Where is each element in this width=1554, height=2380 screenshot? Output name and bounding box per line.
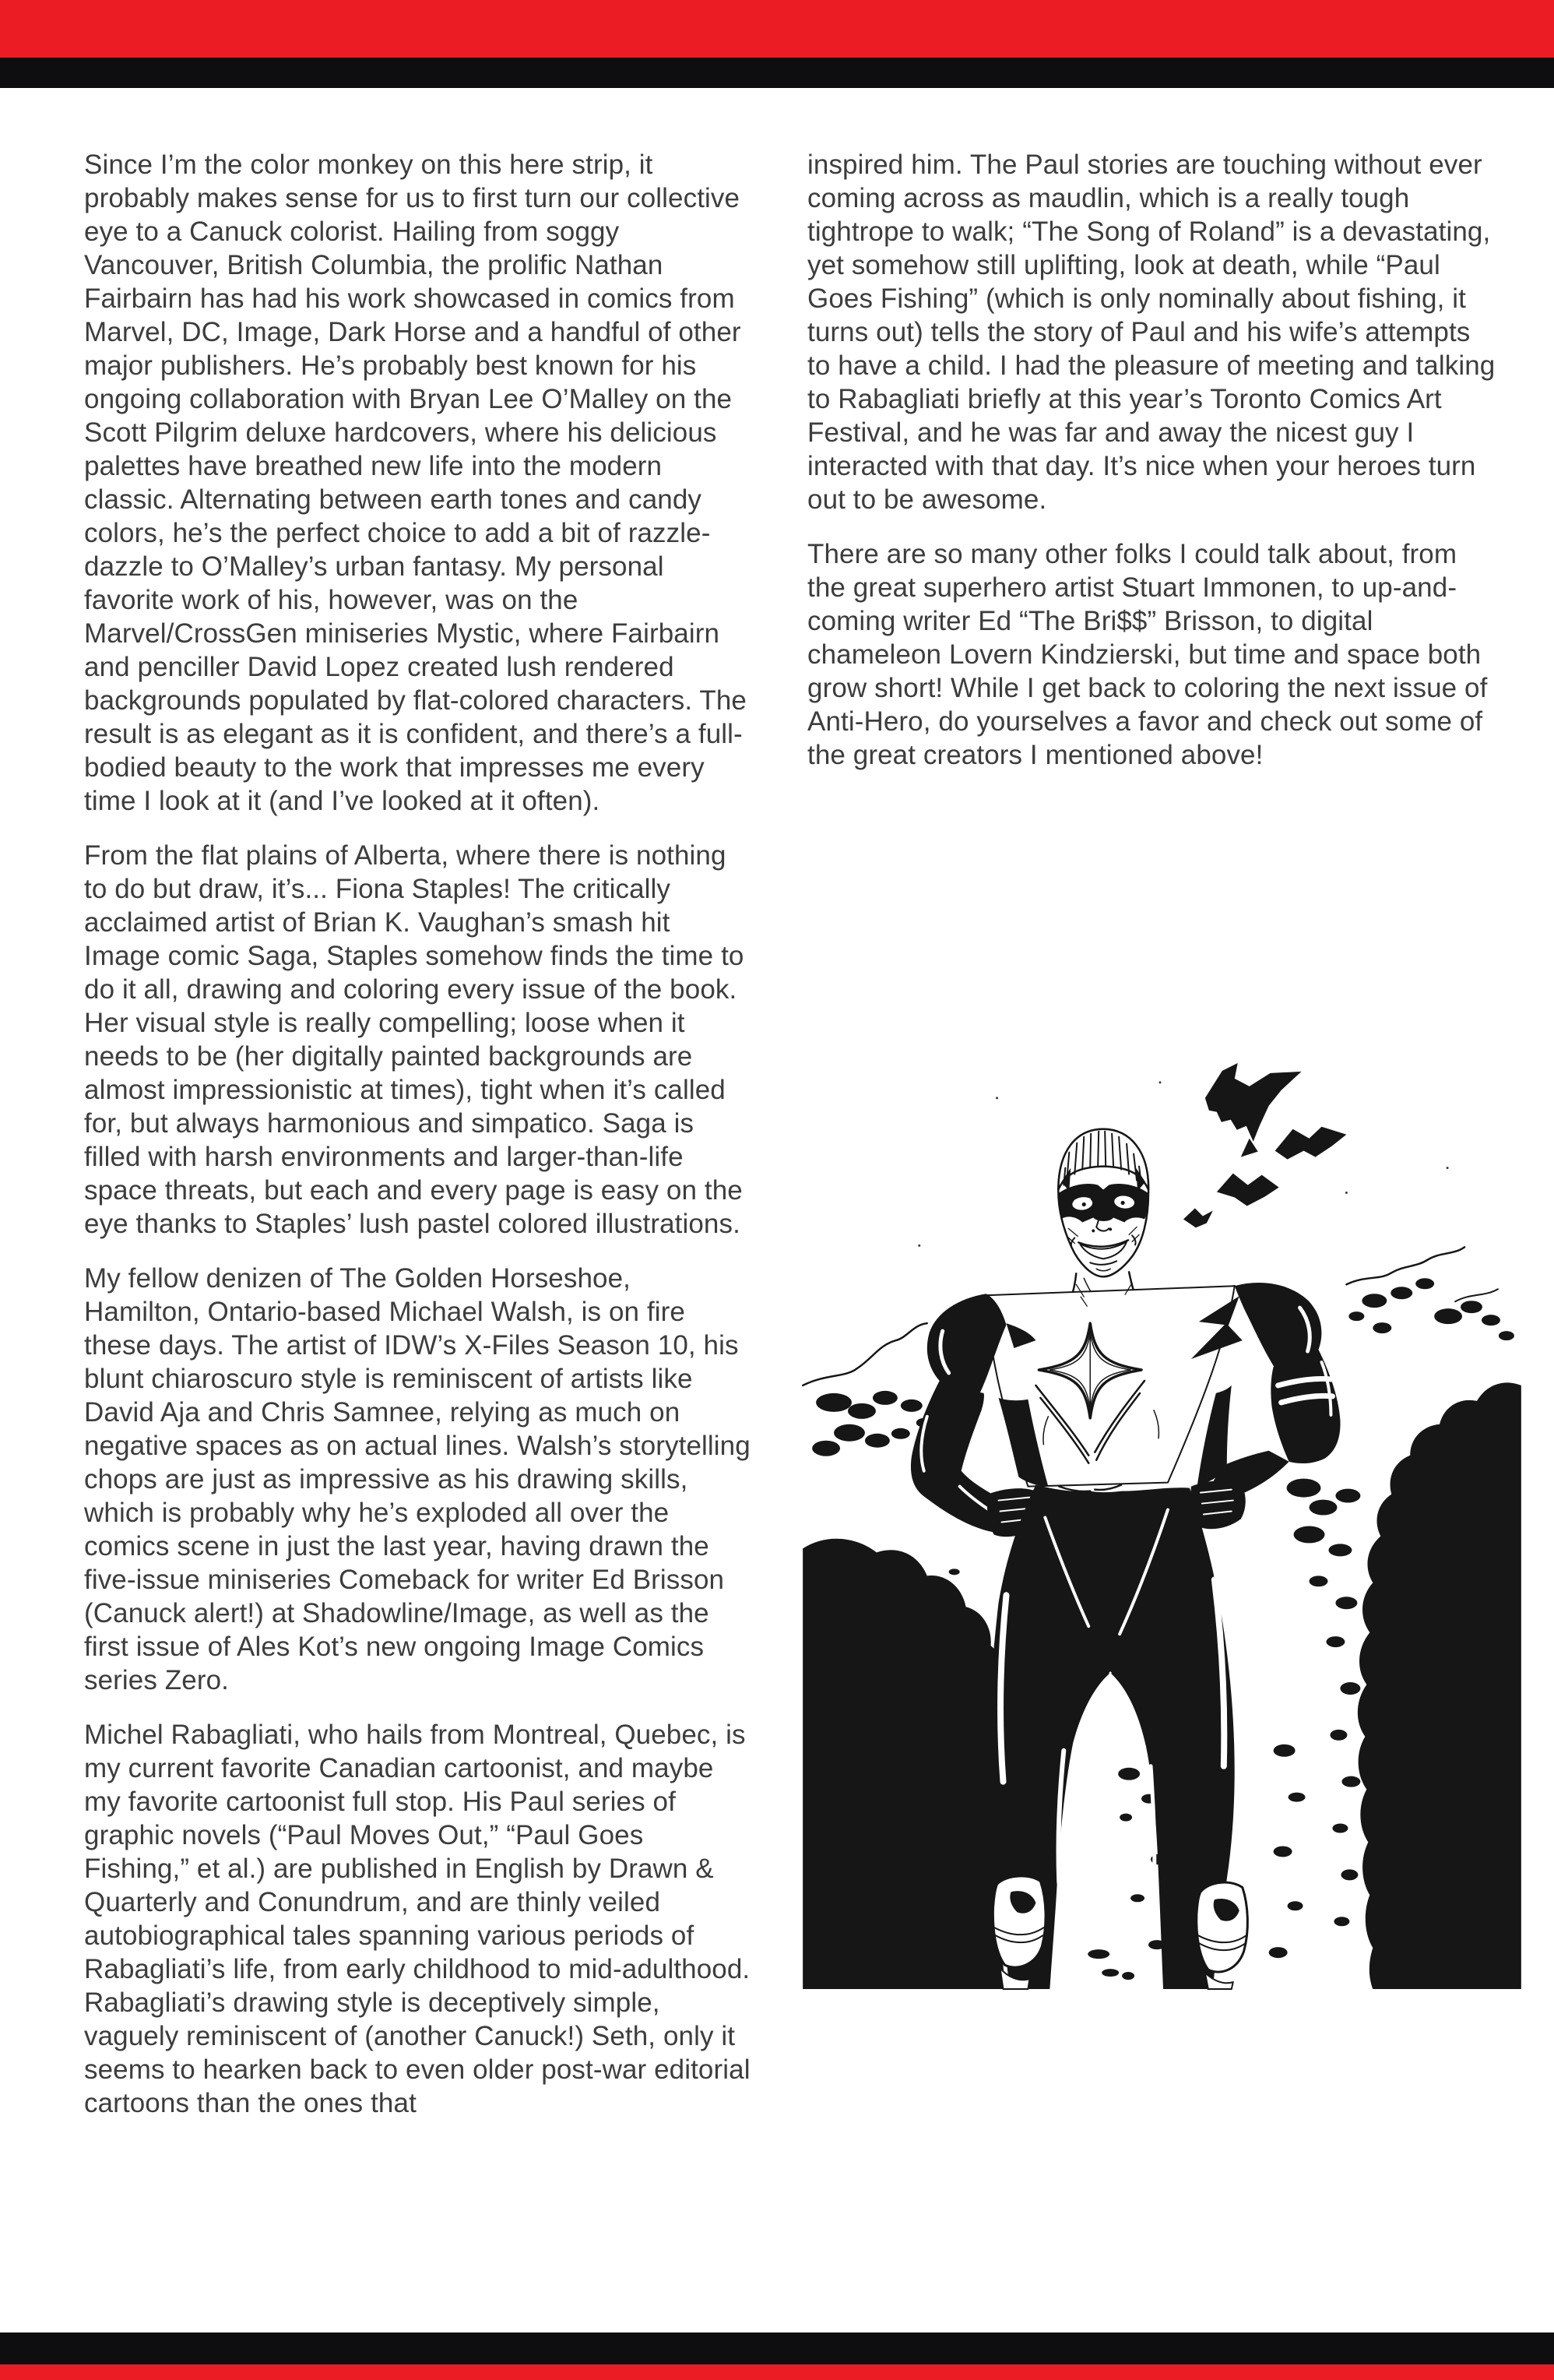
paragraph: My fellow denizen of The Golden Horseshoe, Hamilton, Ontario-based Michael Walsh, is on fire these days. The artist of IDW’s X-Files Season 10, his blunt chiaroscuro style is reminiscent of artists like David Aja and Chris Samnee, relying as much on negative spaces as on actual lines. Walsh’s storytelling chops are just as impressive as his drawing skills, which is probably why he’s exploded all over the comics scene in just the last year, having drawn the five-issue miniseries Comeback for writer Ed Brisson (Canuck alert!) at Shadowline/Image, as well as the first issue of Ales Kot’s new ongoing Image Comics series Zero. bbox=[84, 1263, 751, 1695]
top-red-band bbox=[0, 0, 1554, 58]
paragraph: From the flat plains of Alberta, where there is nothing to do but draw, it’s... Fiona Staples! The critically acclaimed artist of Brian K. Vaughan’s smash hit Image comic Saga, Staples somehow finds the time to do it all, drawing and coloring every issue of the book. Her visual style is really compelling; loose when it needs to be (her digitally painted backgrounds are almost impressionistic at times), tight when it’s called for, but always harmonious and simpatico. Saga is filled with harsh environments and larger-than-life space threats, but each and every page is easy on the eye thanks to Staples’ lush pastel colored illustrations. bbox=[84, 840, 744, 1239]
superhero-illustration bbox=[802, 1051, 1522, 1991]
bottom-black-band bbox=[0, 2332, 1554, 2364]
bird-icon bbox=[1275, 1127, 1347, 1160]
paper-specks bbox=[918, 1081, 1448, 1246]
head bbox=[1058, 1129, 1148, 1277]
paragraph: Michel Rabagliati, who hails from Montreal, Quebec, is my current favorite Canadian cartoonist, and maybe my favorite cartoonist full stop. His Paul series of graphic novels (“Paul Moves Out,” “Paul Goes Fishing,” et al.) are published in English by Drawn & Quarterly and Conundrum, and are thinly veiled autobiographical tales spanning various periods of Rabagliati’s life, from early childhood to mid-adulthood. Rabagliati’s drawing style is deceptively simple, vaguely reminiscent of (another Canuck!) Seth, only it seems to hearken back to even older post-war editorial cartoons than the ones that bbox=[84, 1720, 751, 2118]
bird-icon bbox=[1183, 1208, 1213, 1227]
paragraph: Since I’m the color monkey on this here strip, it probably makes sense for us to first turn our collective eye to a Canuck colorist. Hailing from soggy Vancouver, British Columbia, the prolific Nathan Fairbairn has had his work showcased in comics from Marvel, DC, Image, Dark Horse and a handful of other major publishers. He’s probably best known for his ongoing collaboration with Bryan Lee O’Malley on the Scott Pilgrim deluxe hardcovers, where his delicious palettes have breathed new life into the modern classic. Alternating between earth tones and candy colors, he’s the perfect choice to add a bit of razzle-dazzle to O’Malley’s urban fantasy. My personal favorite work of his, however, was on the Marvel/CrossGen miniseries Mystic, where Fairbairn and penciller David Lopez created lush rendered backgrounds populated by flat-colored characters. The result is as elegant as it is confident, and there’s a full-bodied beauty to the work that impresses me every time I look at it (and I’ve looked at it often). bbox=[84, 150, 747, 816]
mask bbox=[1059, 1184, 1148, 1222]
article-column-right bbox=[807, 148, 1496, 793]
knee-pad bbox=[993, 1876, 1046, 1967]
article-column-left bbox=[84, 148, 752, 2141]
bottom-red-band bbox=[0, 2364, 1554, 2380]
knee-pad bbox=[1197, 1882, 1248, 1972]
bird-icon bbox=[1217, 1174, 1279, 1206]
top-black-band bbox=[0, 58, 1554, 88]
paragraph: There are so many other folks I could talk about, from the great superhero artist Stuart Immonen, to up-and-coming writer Ed “The Bri$$” Brisson, to digital chameleon Lovern Kindzierski, but time and space both grow short! While I get back to coloring the next issue of Anti-Hero, do yourselves a favor and check out some of the great creators I mentioned above! bbox=[807, 539, 1488, 770]
paragraph: inspired him. The Paul stories are touching without ever coming across as maudlin, which is a really tough tightrope to walk; “The Song of Roland” is a devastating, yet somehow still uplifting, look at death, while “Paul Goes Fishing” (which is only nominally about fishing, it turns out) tells the story of Paul and his wife’s attempts to have a child. I had the pleasure of meeting and talking to Rabagliati briefly at this year’s Toronto Comics Art Festival, and he was far and away the nicest guy I interacted with that day. It’s nice when your heroes turn out to be awesome. bbox=[807, 150, 1496, 515]
